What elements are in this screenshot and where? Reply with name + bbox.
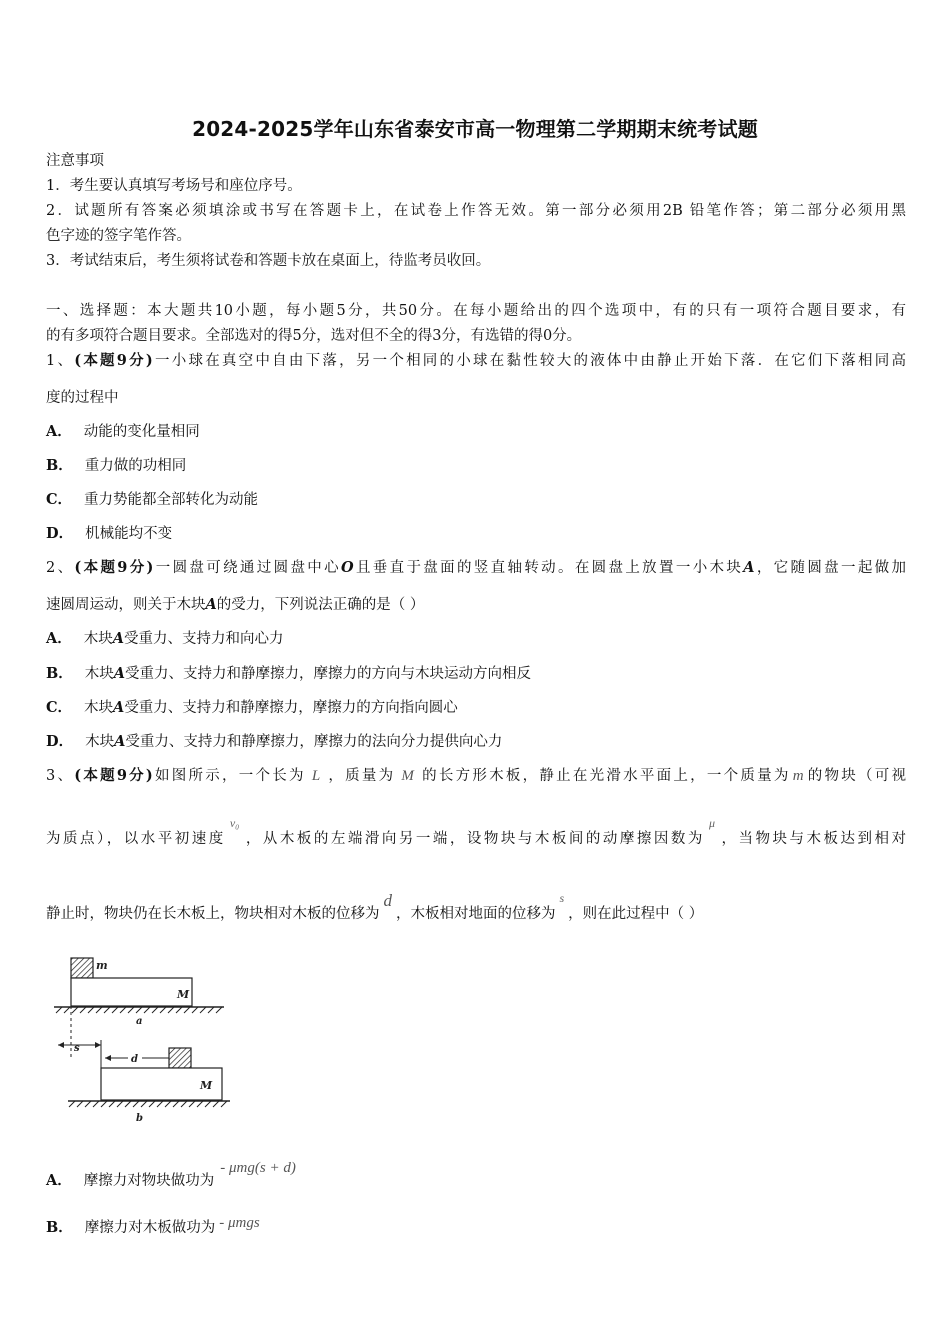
label-M-a: M <box>177 988 190 1001</box>
question-3-text: 静止时，物块仍在长木板上，物块相对木板的位移为 <box>46 906 380 922</box>
question-3-text: ，则在此过程中（ ） <box>568 906 704 922</box>
question-2-text: 一圆盘可绕通过圆盘中心 <box>153 560 341 576</box>
symbol-M: M <box>401 768 414 784</box>
question-2-line-1 <box>46 558 906 578</box>
question-2-text: 且垂直于盘面的竖直轴转动。在圆盘上放置一小木块 <box>353 560 744 576</box>
question-2-text: ，它随圆盘一起做加 <box>754 560 907 576</box>
symbol-A: A <box>114 733 126 750</box>
option-expression: - μmg(s + d) <box>220 1160 296 1176</box>
question-1-option-a <box>46 422 906 442</box>
option-text: 摩擦力对木板做功为 <box>84 1220 216 1236</box>
question-number: 3、 <box>46 768 75 784</box>
question-3-text: ，木板相对地面的位移为 <box>396 906 556 922</box>
option-label: B． <box>46 457 73 474</box>
option-label: B． <box>46 665 73 682</box>
question-1-line-1 <box>46 351 906 371</box>
option-text: 受重力、支持力和静摩擦力，摩擦力的方向指向圆心 <box>124 700 458 716</box>
symbol-O: O <box>340 559 354 576</box>
option-expression: - μmgs <box>219 1215 260 1231</box>
section-intro-line-2: 的有多项符合题目要求。全部选对的得5分，选对但不全的得3分，有选错的得0分。 <box>46 328 582 344</box>
option-text: 重力势能都全部转化为动能 <box>84 492 259 508</box>
option-label: A． <box>46 423 72 440</box>
option-prefix: 木块 <box>84 666 114 682</box>
option-label: A． <box>46 1172 72 1189</box>
s-arrowhead-left <box>58 1042 64 1048</box>
question-3-line-3 <box>46 891 906 924</box>
plank-block-diagram <box>52 950 242 1130</box>
label-a: a <box>136 1016 143 1027</box>
section-intro-line-1: 一、选择题：本大题共10小题，每小题5分，共50分。在每小题给出的四个选项中，有的只有一项符合题目要求，有 <box>46 303 906 319</box>
question-3-line-1 <box>46 766 906 786</box>
question-1-option-b <box>46 456 906 476</box>
question-3-text: ，当物块与木板达到相对 <box>718 831 907 847</box>
notice-item-3: 3．考试结束后，考生须将试卷和答题卡放在桌面上，待监考员收回。 <box>46 253 491 269</box>
option-label: C． <box>46 699 73 716</box>
option-text: 受重力、支持力和向心力 <box>124 631 284 647</box>
block-m-initial <box>71 958 93 978</box>
symbol-A: A <box>113 665 126 682</box>
label-d: d <box>131 1054 138 1065</box>
question-score-tag: (本题9分) <box>74 767 153 784</box>
symbol-mu: μ <box>708 816 715 830</box>
label-b: b <box>136 1113 143 1124</box>
question-number: 2、 <box>46 560 75 576</box>
notice-item-2-cont: 色字迹的签字笔作答。 <box>46 228 191 244</box>
question-3-line-2 <box>46 816 907 849</box>
notice-heading: 注意事项 <box>46 153 104 169</box>
option-label: D． <box>46 733 74 750</box>
block-m-final <box>169 1048 191 1068</box>
plank-initial <box>71 978 192 1006</box>
option-label: D． <box>46 525 74 542</box>
notice-item-1: 1．考生要认真填写考场号和座位序号。 <box>46 178 302 194</box>
option-text: 受重力、支持力和静摩擦力，摩擦力的方向与木块运动方向相反 <box>125 666 532 682</box>
symbol-s: s <box>559 891 565 905</box>
question-1-option-c <box>46 490 906 510</box>
question-2-line-2 <box>46 595 906 615</box>
option-text: 受重力、支持力和静摩擦力，摩擦力的法向分力提供向心力 <box>125 734 503 750</box>
symbol-A: A <box>205 596 217 613</box>
question-2-text: 速圆周运动，则关于木块 <box>46 597 206 613</box>
question-3-text: ，从木板的左端滑向另一端，设物块与木板间的动摩擦因数为 <box>243 831 705 847</box>
question-3-text: 的长方形木板，静止在光滑水平面上，一个质量为 <box>419 768 791 784</box>
question-3-text: 为质点），以水平初速度 <box>46 831 226 847</box>
question-3-text: 的物块（可视 <box>805 768 907 784</box>
question-3-option-b <box>46 1215 906 1238</box>
symbol-L: L <box>311 768 321 784</box>
question-score-tag: (本题9分) <box>74 352 153 369</box>
option-text: 动能的变化量相同 <box>83 424 200 440</box>
symbol-A: A <box>113 699 125 716</box>
label-M-b: M <box>200 1079 213 1092</box>
question-score-tag: (本题9分) <box>74 559 154 576</box>
option-label: A． <box>46 630 72 647</box>
option-prefix: 木块 <box>84 700 114 716</box>
option-label: B． <box>46 1219 73 1236</box>
label-m: m <box>96 959 108 972</box>
d-arrowhead <box>105 1055 111 1061</box>
option-text: 摩擦力对物块做功为 <box>83 1173 215 1189</box>
question-2-option-a <box>46 629 906 649</box>
question-2-option-c <box>46 698 906 718</box>
question-1-option-d <box>46 524 906 544</box>
label-s: s <box>74 1043 80 1054</box>
symbol-v0: v₀ <box>229 816 240 830</box>
question-3-option-a <box>46 1160 906 1191</box>
question-3-text: ，质量为 <box>326 768 396 784</box>
ground-hatch-b <box>69 1101 227 1107</box>
option-prefix: 木块 <box>85 734 115 750</box>
option-label: C． <box>46 491 73 508</box>
symbol-A: A <box>112 630 125 647</box>
question-2-option-d <box>46 732 906 752</box>
ground-hatch-a <box>56 1007 222 1013</box>
symbol-d: d <box>383 891 392 910</box>
option-text: 机械能均不变 <box>85 526 173 542</box>
option-text: 重力做的功相同 <box>84 458 187 474</box>
question-1-text: 一小球在真空中自由下落，另一个相同的小球在黏性较大的液体中由静止开始下落．在它们下落相同高 <box>152 353 907 369</box>
question-2-option-b <box>46 664 906 684</box>
option-prefix: 木块 <box>83 631 113 647</box>
question-3-text: 如图所示，一个长为 <box>152 768 306 784</box>
page-title: 2024-2025学年山东省泰安市高一物理第二学期期末统考试题 <box>192 117 758 141</box>
question-number: 1、 <box>46 353 75 369</box>
notice-item-2: 2．试题所有答案必须填涂或书写在答题卡上，在试卷上作答无效。第一部分必须用2B 铅笔作答；第二部分必须用黑 <box>46 203 906 219</box>
question-2-text: 的受力，下列说法正确的是（ ） <box>216 597 425 613</box>
symbol-A: A <box>743 559 755 576</box>
s-arrowhead-right <box>95 1042 101 1048</box>
symbol-m: m <box>792 768 804 784</box>
question-1-line-2: 度的过程中 <box>46 390 119 406</box>
